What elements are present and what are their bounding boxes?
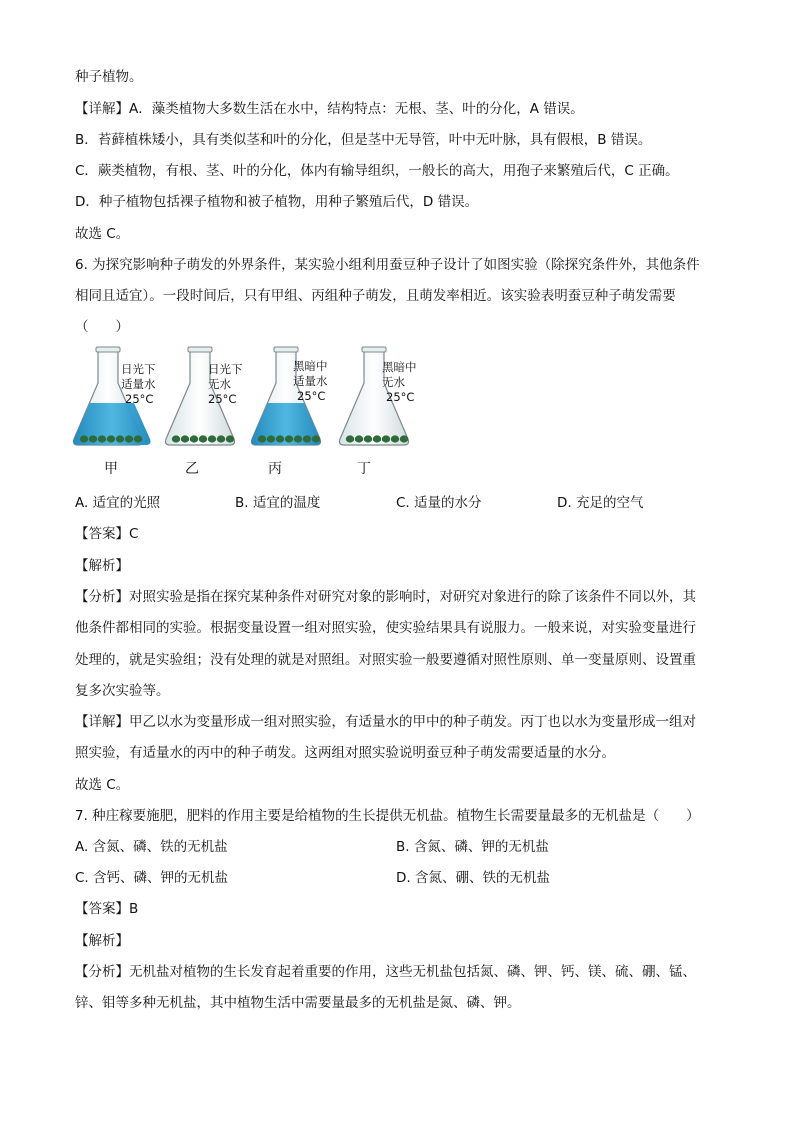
q7-option-b: B. 含氮、磷、钾的无机盐 bbox=[396, 839, 549, 855]
q7-option-c: C. 含钙、磷、钾的无机盐 bbox=[75, 870, 229, 886]
text-line: 复多次实验等。 bbox=[75, 683, 170, 699]
text-line: D．种子植物包括裸子植物和被子植物，用种子繁殖后代，D 错误。 bbox=[75, 194, 479, 210]
text-line: 照实验，有适量水的丙中的种子萌发。这两组对照实验说明蚕豆种子萌发需要适量的水分。 bbox=[75, 745, 615, 761]
light-label: 黑暗中 bbox=[293, 359, 328, 373]
water-label: 适量水 bbox=[121, 377, 156, 391]
group-name-ding: 丁 bbox=[357, 461, 371, 477]
water-label: 无水 bbox=[208, 377, 231, 391]
temperature-label: 25°C bbox=[386, 390, 415, 404]
light-label: 日光下 bbox=[208, 362, 243, 376]
conclusion-line: 故选 C。 bbox=[75, 777, 130, 793]
question-7-stem: 7. 种庄稼要施肥，肥料的作用主要是给植物的生长提供无机盐。植物生长需要量最多的无机盐是（ ） bbox=[75, 808, 700, 824]
text-line: B．苔藓植株矮小，具有类似茎和叶的分化，但是茎中无导管，叶中无叶脉，具有假根，B 错误。 bbox=[75, 132, 652, 148]
text-line: 锌、钼等多种无机盐，其中植物生活中需要量最多的无机盐是氮、磷、钾。 bbox=[75, 995, 521, 1011]
group-name-yi: 乙 bbox=[185, 461, 199, 477]
answer-tag: 【 答案 】 bbox=[75, 901, 129, 917]
q6-option-b: B. 适宜的温度 bbox=[235, 495, 321, 511]
parse-tag: 【 解析 】 bbox=[75, 558, 129, 574]
q6-option-c: C. 适量的水分 bbox=[396, 495, 482, 511]
light-label: 黑暗中 bbox=[382, 360, 417, 374]
analysis-tag: 【 分析 】 bbox=[75, 589, 129, 605]
flask-jia-condition bbox=[121, 362, 156, 407]
q6-answer bbox=[75, 525, 138, 543]
question-6-stem: 6. 为探究影响种子萌发的外界条件，某实验小组利用蚕豆种子设计了如图实验（除探究条件外，其他条件 bbox=[75, 257, 700, 273]
text-line: 种子植物。 bbox=[75, 69, 143, 85]
q7-answer bbox=[75, 900, 138, 918]
detail-text: A．藻类植物大多数生活在水中，结构特点：无根、茎、叶的分化，A 错误。 bbox=[129, 101, 584, 117]
water-label: 适量水 bbox=[293, 374, 328, 388]
q7-option-a: A. 含氮、磷、铁的无机盐 bbox=[75, 839, 228, 855]
q7-parse bbox=[75, 932, 129, 950]
q6-analysis bbox=[75, 588, 696, 606]
temperature-label: 25°C bbox=[208, 392, 237, 406]
text-line: C．蕨类植物，有根、茎、叶的分化，体内有输导组织，一般长的高大，用孢子来繁殖后代，C 正确。 bbox=[75, 163, 679, 179]
detail-paragraph bbox=[75, 100, 584, 118]
group-name-bing: 丙 bbox=[268, 461, 282, 477]
answer-value: C bbox=[129, 526, 139, 542]
answer-value: B bbox=[129, 901, 139, 917]
flask-bing-condition bbox=[293, 359, 328, 404]
flask-ding-condition bbox=[382, 360, 417, 405]
water-label: 无水 bbox=[382, 375, 405, 389]
q6-detail bbox=[75, 713, 696, 731]
q6-option-a: A. 适宜的光照 bbox=[75, 495, 161, 511]
detail-tag: 【 详解 】 bbox=[75, 714, 129, 730]
analysis-text: 无机盐对植物的生长发育起着重要的作用，这些无机盐包括氮、磷、钾、钙、镁、硫、硼、锰、 bbox=[129, 964, 696, 980]
parse-tag: 【 解析 】 bbox=[75, 933, 129, 949]
analysis-tag: 【 分析 】 bbox=[75, 964, 129, 980]
analysis-text: 对照实验是指在探究某种条件对研究对象的影响时，对研究对象进行的除了该条件不同以外，其 bbox=[129, 589, 696, 605]
q6-parse bbox=[75, 557, 129, 575]
temperature-label: 25°C bbox=[125, 392, 154, 406]
flask-yi-condition bbox=[208, 362, 243, 407]
conclusion-line: 故选 C。 bbox=[75, 226, 130, 242]
detail-tag: 【 详解 】 bbox=[75, 101, 129, 117]
q7-option-d: D. 含氮、硼、铁的无机盐 bbox=[396, 870, 550, 886]
temperature-label: 25°C bbox=[297, 389, 326, 403]
q6-option-d: D. 充足的空气 bbox=[557, 495, 644, 511]
light-label: 日光下 bbox=[121, 362, 156, 376]
question-6-blank: （ ） bbox=[75, 319, 129, 335]
text-line: 处理的，就是实验组；没有处理的就是对照组。对照实验一般要遵循对照性原则、单一变量原则、设置重 bbox=[75, 652, 696, 668]
question-6-stem: 相同且适宜）。一段时间后，只有甲组、丙组种子萌发，且萌发率相近。该实验表明蚕豆种子萌发需要 bbox=[75, 288, 676, 304]
text-line: 他条件都相同的实验。根据变量设置一组对照实验，使实验结果具有说服力。一般来说，对实验变量进行 bbox=[75, 620, 696, 636]
group-name-jia: 甲 bbox=[104, 461, 118, 477]
q7-analysis bbox=[75, 963, 696, 981]
detail-text: 甲乙以水为变量形成一组对照实验，有适量水的甲中的种子萌发。丙丁也以水为变量形成一组对 bbox=[129, 714, 696, 730]
answer-tag: 【 答案 】 bbox=[75, 526, 129, 542]
